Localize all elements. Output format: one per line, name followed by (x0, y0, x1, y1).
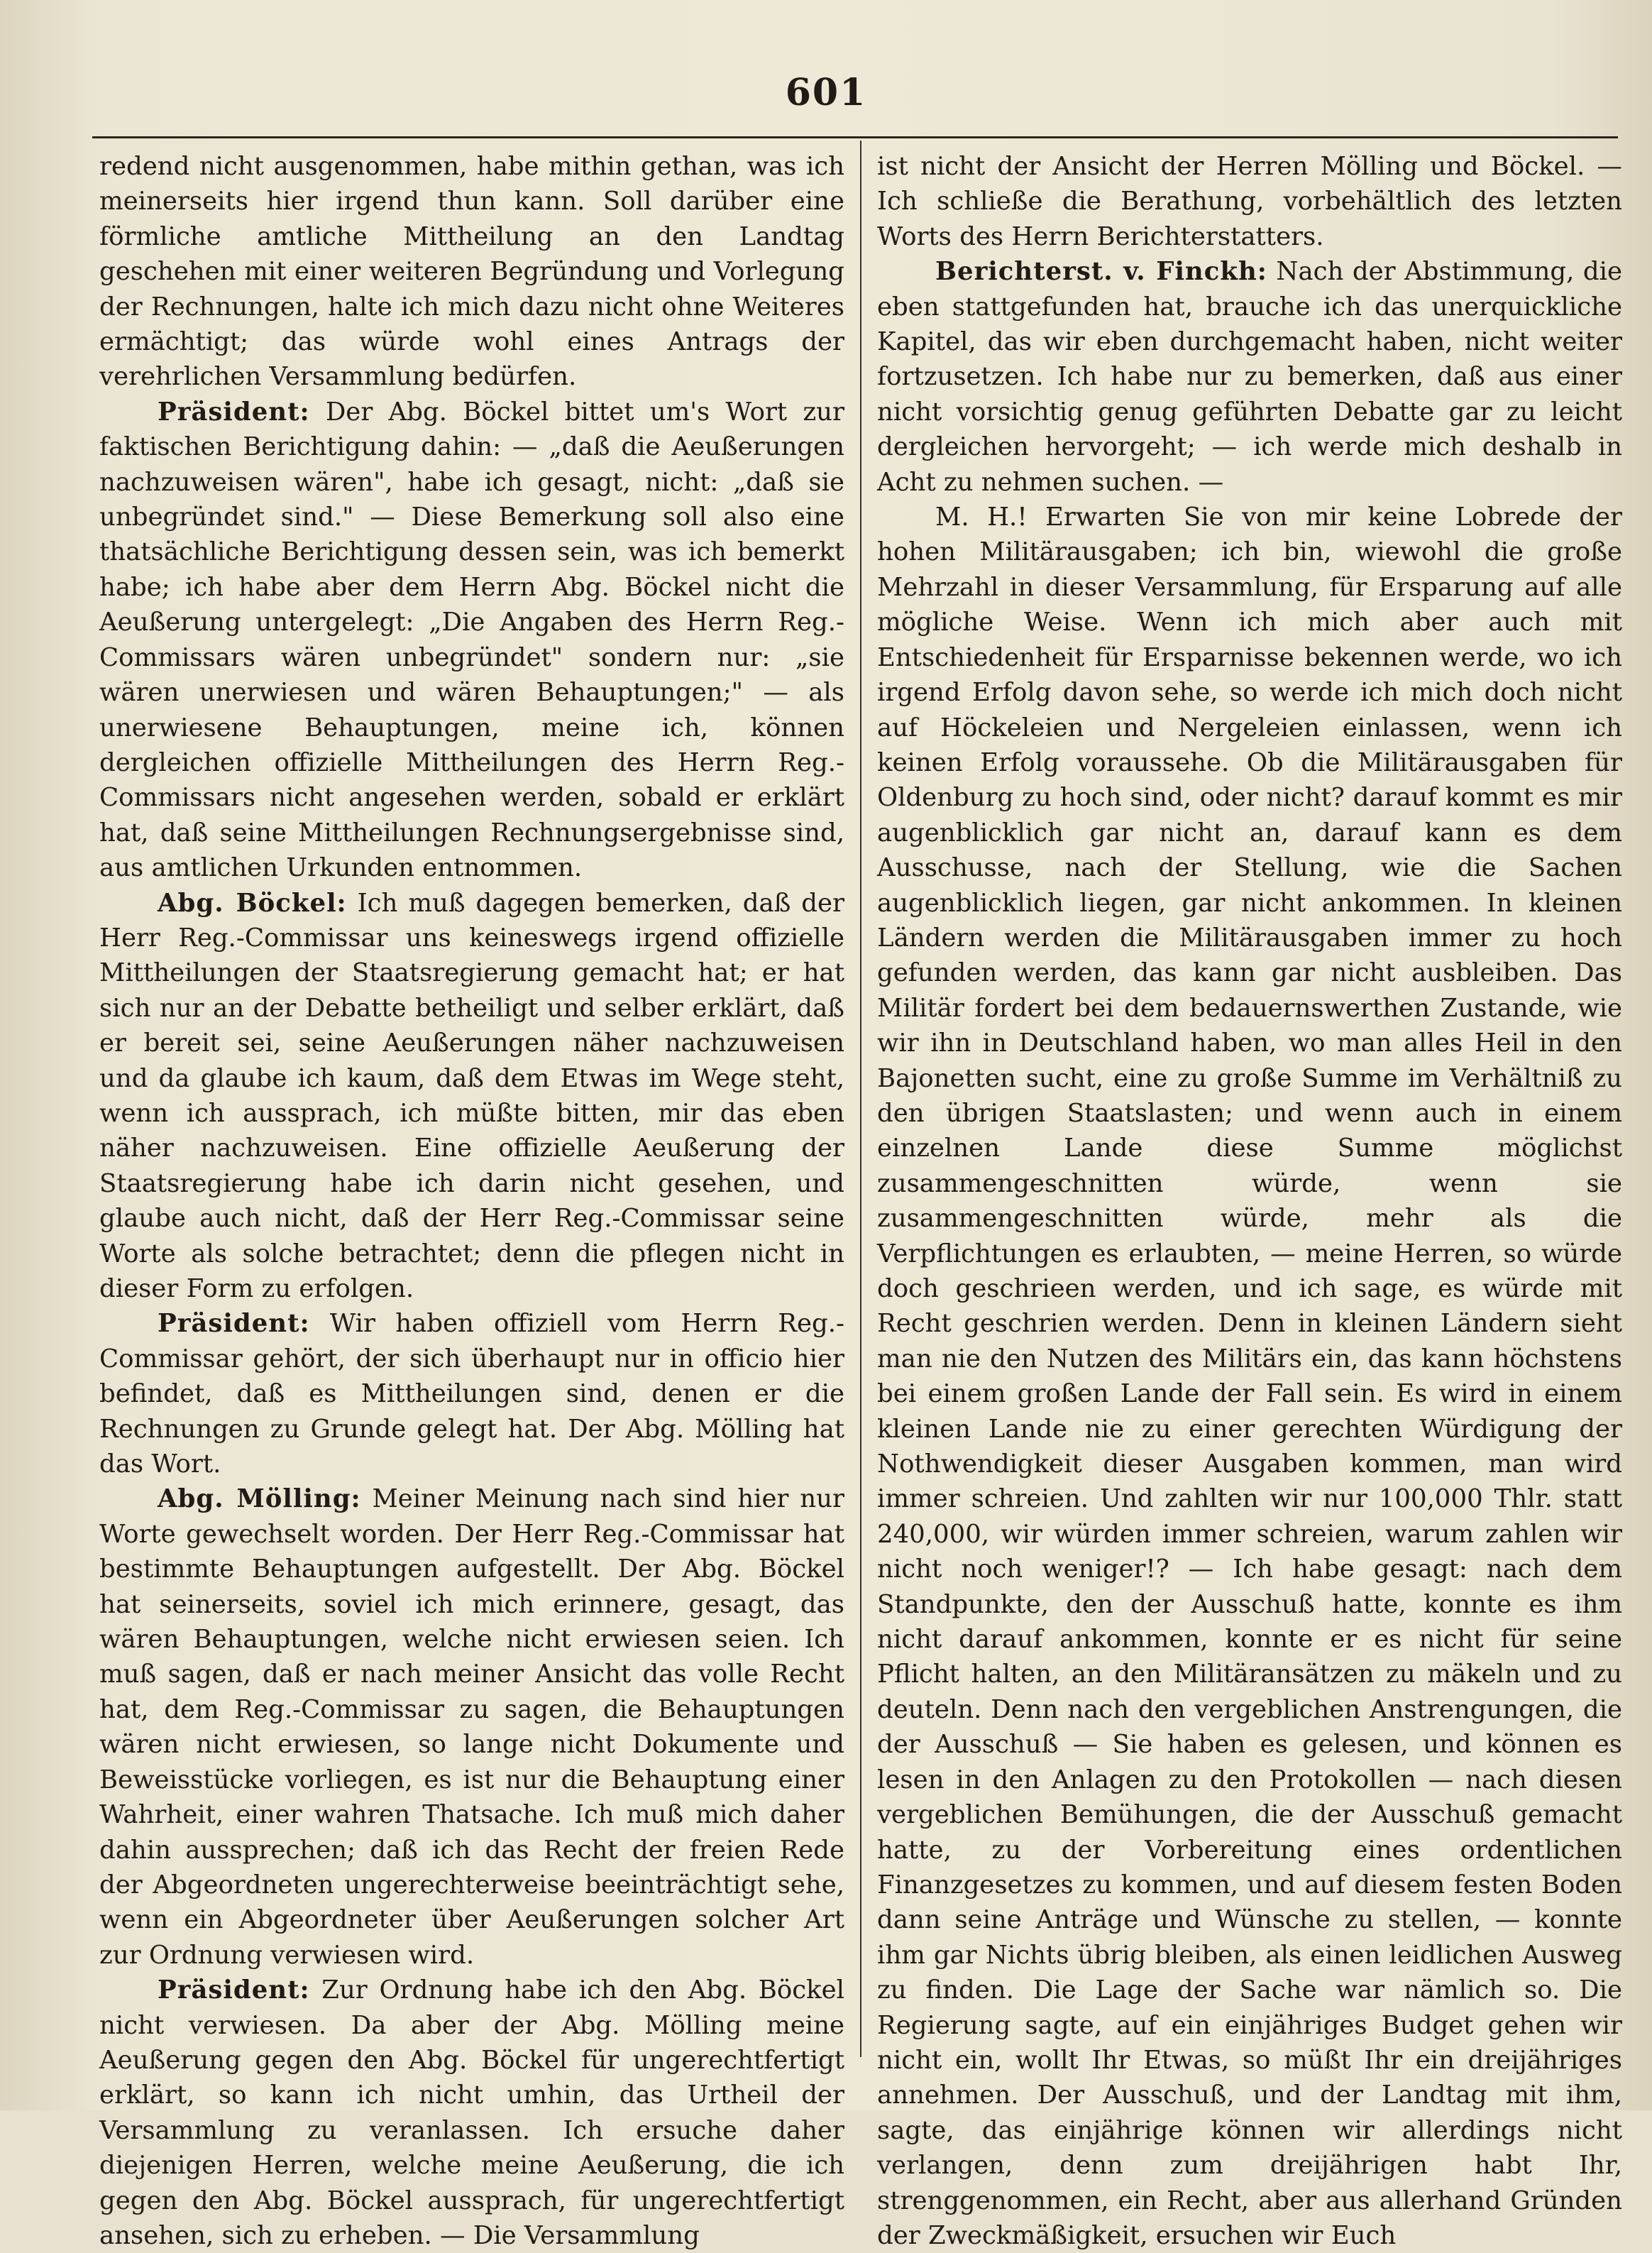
paragraph-text: redend nicht ausgenommen, habe mithin gethan, was ich meinerseits hier irgend thun kann. Soll darüber eine förmliche amtliche Mittheilung an den Landtag geschehen mit einer weiteren Begründung und Vorlegung der Rechnungen, halte ich mich dazu nicht ohne Weiteres ermächtigt; das würde wohl eines Antrags der verehrlichen Versammlung bedürfen. (99, 152, 844, 392)
paragraph (99, 886, 844, 1307)
header-rule (92, 136, 1618, 138)
page-number: 601 (785, 71, 867, 114)
paragraph-text: M. H.! Erwarten Sie von mir keine Lobrede der hohen Militärausgaben; ich bin, wiewohl die große Mehrzahl in dieser Versammlung, für Ersparung auf alle mögliche Weise. Wenn ich mich aber auch mit Entschiedenheit für Ersparnisse bekennen werde, wo ich irgend Erfolg davon sehe, so werde ich mich doch nicht auf Höckeleien und Nergeleien einlassen, wenn ich keinen Erfolg voraussehe. Ob die Militärausgaben für Oldenburg zu hoch sind, oder nicht? darauf kommt es mir augenblicklich gar nicht an, darauf kann es dem Ausschusse, nach der Stellung, wie die Sachen augenblicklich liegen, gar nicht ankommen. In kleinen Ländern werden die Militärausgaben immer zu hoch gefunden werden, das kann gar nicht ausbleiben. Das Militär fordert bei dem bedauernswerthen Zustande, wie wir ihn in Deutschland haben, wo man alles Heil in den Bajonetten sucht, eine zu große Summe im Verhältniß zu den übrigen Staatslasten; und wenn auch in einem einzelnen Lande diese Summe möglichst zusammengeschnitten würde, wenn sie zusammengeschnitten würde, mehr als die Verpflichtungen es erlaubten, — meine Herren, so würde doch geschrieen werden, und ich sage, es würde mit Recht geschrien werden. Denn in kleinen Ländern sieht man nie den Nutzen des Militärs ein, das kann höchstens bei einem großen Lande der Fall sein. Es wird in einem kleinen Lande nie zu einer gerechten Würdigung der Nothwendigkeit dieser Ausgaben kommen, man wird immer schreien. Und zahlten wir nur 100,000 Thlr. statt 240,000, wir würden immer schreien, warum zahlen wir nicht noch weniger!? — Ich habe gesagt: nach dem Standpunkte, den der Ausschuß hatte, konnte es ihm nicht darauf ankommen, konnte er es nicht für seine Pflicht halten, an den Militäransätzen zu mäkeln und zu deuteln. Denn nach den vergeblichen Anstrengungen, die der Ausschuß — Sie haben es gelesen, und können es lesen in den Anlagen zu den Protokollen — nach diesen vergeblichen Bemühungen, die der Ausschuß gemacht hatte, zu der Vorbereitung eines ordentlichen Finanzgesetzes zu kommen, und auf diesem festen Boden dann seine Anträge und Wünsche zu stellen, — konnte ihm gar Nichts übrig bleiben, als einen leidlichen Ausweg zu finden. Die Lage der Sache war nämlich so. Die Regierung sagte, auf ein einjähriges Budget gehen wir nicht ein, wollt Ihr Etwas, so müßt Ihr ein dreijähriges annehmen. Der Ausschuß, und der Landtag mit ihm, sagte, das einjährige können wir allerdings nicht verlangen, denn zum dreijährigen habt Ihr, strenggenommen, ein Recht, aber aus allerhand Gründen der Zweckmäßigkeit, ersuchen wir Euch (877, 503, 1622, 2250)
speaker-label: Präsident: (158, 1309, 310, 1339)
column-divider (860, 141, 861, 2057)
paragraph (99, 149, 844, 395)
paragraph-text: Zur Ordnung habe ich den Abg. Böckel nicht verwiesen. Da aber der Abg. Mölling meine Aeußerung gegen den Abg. Böckel für ungerechtfertigt erklärt, so kann ich nicht umhin, das Urtheil der Versammlung zu veranlassen. Ich ersuche daher diejenigen Herren, welche meine Aeußerung, die ich gegen den Abg. Böckel aussprach, für ungerechtfertigt ansehen, sich zu erheben. — Die Versammlung (99, 1975, 844, 2250)
paragraph (877, 500, 1622, 2253)
paragraph (99, 1973, 844, 2253)
paragraph (877, 254, 1622, 500)
speaker-label: Präsident: (158, 397, 310, 427)
paragraph-text: Nach der Abstimmung, die eben stattgefunden hat, brauche ich das unerquickliche Kapitel, das wir eben durchgemacht haben, nicht weiter fortzusetzen. Ich habe nur zu bemerken, daß aus einer nicht vorsichtig genug geführten Debatte gar zu leicht dergleichen hervorgeht; — ich werde mich deshalb in Acht zu nehmen suchen. — (877, 257, 1622, 497)
paragraph (99, 1306, 844, 1481)
speaker-label: Präsident: (158, 1975, 310, 2005)
paragraph-text: Ich muß dagegen bemerken, daß der Herr Reg.-Commissar uns keineswegs irgend offizielle Mittheilungen der Staatsregierung gemacht hat; er hat sich nur an der Debatte betheiligt und selber erklärt, daß er bereit sei, seine Aeußerungen näher nachzuweisen und da glaube ich kaum, daß dem Etwas im Wege steht, wenn ich aussprach, ich müßte bitten, mir das eben näher nachzuweisen. Eine offizielle Aeußerung der Staatsregierung habe ich darin nicht gesehen, und glaube auch nicht, daß der Herr Reg.-Commissar seine Worte als solche betrachtet; denn die pflegen nicht in dieser Form zu erfolgen. (99, 888, 844, 1303)
paragraph-text: Meiner Meinung nach sind hier nur Worte gewechselt worden. Der Herr Reg.-Commissar hat bestimmte Behauptungen aufgestellt. Der Abg. Böckel hat seinerseits, soviel ich mich erinnere, gesagt, das wären Behauptungen, welche nicht erwiesen seien. Ich muß sagen, daß er nach meiner Ansicht das volle Recht hat, dem Reg.-Commissar zu sagen, die Behauptungen wären nicht erwiesen, so lange nicht Dokumente und Beweisstücke vorliegen, es ist nur die Behauptung einer Wahrheit, einer wahren Thatsache. Ich muß mich daher dahin aussprechen; daß ich das Recht der freien Rede der Abgeordneten ungerechterweise beeinträchtigt sehe, wenn ein Abgeordneter über Aeußerungen solcher Art zur Ordnung verwiesen wird. (99, 1484, 844, 1970)
paragraph (99, 395, 844, 886)
paragraph-text: Wir haben offiziell vom Herrn Reg.-Commissar gehört, der sich überhaupt nur in officio hier befindet, daß es Mittheilungen sind, denen er die Rechnungen zu Grunde gelegt hat. Der Abg. Mölling hat das Wort. (99, 1309, 844, 1479)
paragraph-text: ist nicht der Ansicht der Herren Mölling und Böckel. — Ich schließe die Berathung, vorbehältlich des letzten Worts des Herrn Berichterstatters. (877, 152, 1622, 251)
paragraph (877, 149, 1622, 254)
paragraph-text: Der Abg. Böckel bittet um's Wort zur faktischen Berichtigung dahin: — „daß die Aeußerungen nachzuweisen wären", habe ich gesagt, nicht: „daß sie unbegründet sind." — Diese Bemerkung soll also eine thatsächliche Berichtigung dessen sein, was ich bemerkt habe; ich habe aber dem Herrn Abg. Böckel nicht die Aeußerung untergelegt: „Die Angaben des Herrn Reg.-Commissars wären unbegründet" sondern nur: „sie wären unerwiesen und wären Behauptungen;" — als unerwiesene Behauptungen, meine ich, können dergleichen offizielle Mittheilungen des Herrn Reg.-Commissars nicht angesehen werden, sobald er erklärt hat, daß seine Mittheilungen Rechnungsergebnisse sind, aus amtlichen Urkunden entnommen. (99, 397, 844, 883)
speaker-label: Berichterst. v. Finckh: (935, 257, 1267, 287)
speaker-label: Abg. Böckel: (158, 888, 347, 918)
right-column (877, 149, 1622, 2253)
left-column (99, 149, 844, 2253)
speaker-label: Abg. Mölling: (158, 1484, 361, 1514)
paragraph (99, 1481, 844, 1973)
